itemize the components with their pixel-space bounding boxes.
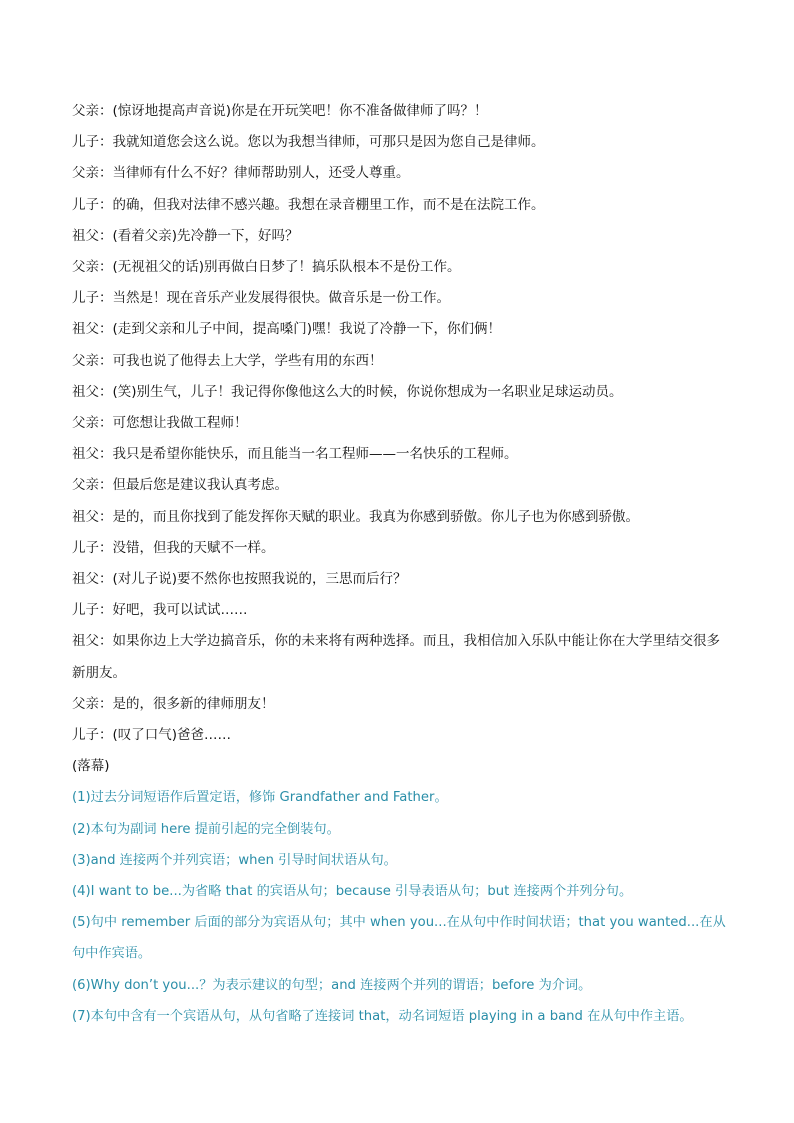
speaker-label: 儿子: [72, 196, 99, 213]
colon: ：: [99, 352, 113, 369]
colon: ：: [99, 446, 113, 463]
speaker-label: 儿子: [72, 602, 99, 619]
dialogue-line: [72, 470, 732, 501]
dialogue-text: 当然是！现在音乐产业发展得很快。做音乐是一份工作。: [112, 290, 450, 307]
colon: ：: [99, 383, 113, 400]
dialogue: [72, 96, 732, 751]
colon: ：: [99, 165, 113, 182]
grammar-note: (5)句中 remember 后面的部分为宾语从句；其中 when you...在从句中作时间状语；that you wanted...在从句中作宾语。: [72, 915, 726, 962]
colon: ：: [99, 134, 113, 151]
speaker-label: 父亲: [72, 259, 99, 276]
dialogue-text: 我只是希望你能快乐，而且能当一名工程师——一名快乐的工程师。: [112, 446, 518, 463]
dialogue-line: [72, 190, 732, 221]
dialogue-line: [72, 158, 732, 189]
dialogue-text: (无视祖父的话)别再做白日梦了！搞乐队根本不是份工作。: [112, 259, 461, 276]
dialogue-line: [72, 533, 732, 564]
colon: ：: [99, 259, 113, 276]
document-page: [72, 96, 732, 1032]
speaker-label: 父亲: [72, 352, 99, 369]
speaker-label: 儿子: [72, 290, 99, 307]
speaker-label: 父亲: [72, 415, 99, 432]
colon: ：: [99, 539, 113, 556]
dialogue-text: (对儿子说)要不然你也按照我说的，三思而后行？: [112, 571, 407, 588]
colon: ：: [99, 415, 113, 432]
colon: ：: [99, 477, 113, 494]
colon: ：: [99, 571, 113, 588]
colon: ：: [99, 196, 113, 213]
dialogue-line: [72, 689, 732, 720]
colon: ：: [99, 321, 113, 338]
grammar-note: (3)and 连接两个并列宾语；when 引导时间状语从句。: [72, 852, 397, 868]
colon: ：: [99, 727, 113, 744]
dialogue-line: [72, 283, 732, 314]
speaker-label: 儿子: [72, 539, 99, 556]
speaker-label: 祖父: [72, 227, 99, 244]
dialogue-text: 的确，但我对法律不感兴趣。我想在录音棚里工作，而不是在法院工作。: [112, 196, 545, 213]
colon: ：: [99, 602, 113, 619]
dialogue-line: [72, 96, 732, 127]
colon: ：: [99, 290, 113, 307]
grammar-note: (4)I want to be...为省略 that 的宾语从句；because 引导表语从句；but 连接两个并列分句。: [72, 884, 633, 900]
speaker-label: 祖父: [72, 571, 99, 588]
speaker-label: 祖父: [72, 446, 99, 463]
dialogue-line: [72, 626, 732, 688]
dialogue-line: [72, 314, 732, 345]
colon: ：: [99, 508, 113, 525]
dialogue-text: (看着父亲)先冷静一下，好吗？: [112, 227, 299, 244]
dialogue-line: [72, 720, 732, 751]
dialogue-line: [72, 377, 732, 408]
dialogue-text: 是的，很多新的律师朋友！: [112, 695, 275, 712]
grammar-notes: [72, 782, 732, 1032]
speaker-label: 父亲: [72, 165, 99, 182]
dialogue-text: 没错，但我的天赋不一样。: [112, 539, 275, 556]
colon: ：: [99, 695, 113, 712]
colon: ：: [99, 633, 113, 650]
speaker-label: 祖父: [72, 633, 99, 650]
dialogue-text: 可我也说了他得去上大学，学些有用的东西！: [112, 352, 383, 369]
speaker-label: 祖父: [72, 321, 99, 338]
grammar-note: (6)Why don’t you...？为表示建议的句型；and 连接两个并列的谓语；before 为介词。: [72, 977, 592, 993]
dialogue-text: (叹了口气)爸爸……: [112, 727, 232, 744]
dialogue-line: [72, 252, 732, 283]
dialogue-text: 是的，而且你找到了能发挥你天赋的职业。我真为你感到骄傲。你儿子也为你感到骄傲。: [112, 508, 639, 525]
grammar-note: (7)本句中含有一个宾语从句，从句省略了连接词 that，动名词短语 playing in a band 在从句中作主语。: [72, 1008, 693, 1024]
dialogue-line: [72, 221, 732, 252]
dialogue-text: 可您想让我做工程师！: [112, 415, 248, 432]
dialogue-text: 如果你边上大学边搞音乐，你的未来将有两种选择。而且，我相信加入乐队中能让你在大学里结交很多新朋友。: [72, 633, 720, 681]
speaker-label: 儿子: [72, 134, 99, 151]
grammar-note: (1)过去分词短语作后置定语，修饰 Grandfather and Father。: [72, 790, 448, 806]
speaker-label: 儿子: [72, 727, 99, 744]
speaker-label: 父亲: [72, 477, 99, 494]
speaker-label: 祖父: [72, 383, 99, 400]
dialogue-text: 我就知道您会这么说。您以为我想当律师，可那只是因为您自己是律师。: [112, 134, 545, 151]
dialogue-line: [72, 346, 732, 377]
dialogue-text: 好吧，我可以试试……: [112, 602, 248, 619]
dialogue-line: [72, 127, 732, 158]
speaker-label: 父亲: [72, 103, 99, 119]
dialogue-text: (笑)别生气，儿子！我记得你像他这么大的时候，你说你想成为一名职业足球运动员。: [112, 383, 623, 400]
dialogue-line: [72, 439, 732, 470]
dialogue-text: (走到父亲和儿子中间，提高嗓门)嘿！我说了冷静一下，你们俩！: [112, 321, 502, 338]
dialogue-text: 当律师有什么不好？律师帮助别人，还受人尊重。: [112, 165, 410, 182]
dialogue-text: (惊讶地提高声音说)你是在开玩笑吧！你不准备做律师了吗？！: [112, 103, 488, 119]
colon: ：: [99, 103, 113, 119]
dialogue-text: 但最后您是建议我认真考虑。: [112, 477, 288, 494]
dialogue-line: [72, 502, 732, 533]
colon: ：: [99, 227, 113, 244]
speaker-label: 父亲: [72, 695, 99, 712]
curtain-note: (落幕): [72, 758, 110, 775]
dialogue-line: [72, 408, 732, 439]
dialogue-line: [72, 564, 732, 595]
grammar-note: (2)本句为副词 here 提前引起的完全倒装句。: [72, 821, 340, 837]
speaker-label: 祖父: [72, 508, 99, 525]
dialogue-line: [72, 595, 732, 626]
